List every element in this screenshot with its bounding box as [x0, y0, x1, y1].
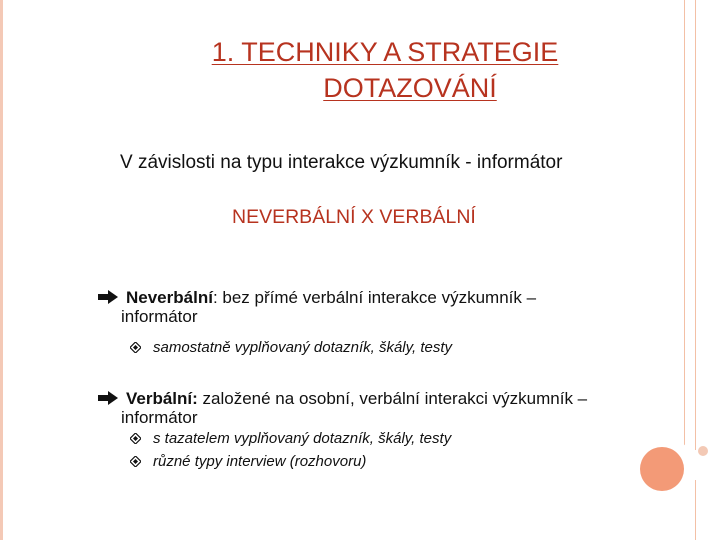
- bullet-term: Neverbální: [126, 288, 213, 307]
- frame-line-decoration: [695, 0, 696, 450]
- sub-bullet-text: samostatně vyplňovaný dotazník, škály, testy: [153, 339, 453, 356]
- contrast-heading: NEVERBÁLNÍ X VERBÁLNÍ: [232, 206, 476, 228]
- title-line-2: DOTAZOVÁNÍ: [323, 73, 497, 103]
- bullet-text: založené na osobní, verbální interakci výzkumník –: [197, 389, 588, 408]
- bullet-text-continued: informátor: [121, 307, 198, 326]
- sub-bullet-item: [130, 453, 366, 470]
- bullet-term: Verbální:: [126, 389, 198, 408]
- sub-bullet-text: různé typy interview (rozhovoru): [153, 453, 367, 470]
- arrow-right-icon: [98, 391, 118, 405]
- circle-decoration: [640, 447, 684, 491]
- slide-title: [150, 34, 620, 106]
- bullet-text: : bez přímé verbální interakce výzkumník –: [212, 288, 537, 307]
- bullet-item-nonverbal: [96, 288, 536, 326]
- frame-line-decoration: [684, 0, 685, 450]
- left-edge-decoration: [0, 0, 3, 540]
- diamond-icon: [130, 342, 141, 353]
- arrow-right-icon: [98, 290, 118, 304]
- diamond-icon: [130, 456, 141, 467]
- title-line-1: 1. TECHNIKY A STRATEGIE: [211, 37, 559, 67]
- diamond-icon: [130, 433, 141, 444]
- sub-bullet-text: s tazatelem vyplňovaný dotazník, škály, testy: [153, 430, 452, 447]
- sub-bullet-item: [130, 430, 451, 447]
- frame-line-decoration: [695, 480, 696, 540]
- sub-bullet-item: [130, 339, 452, 356]
- small-dot-decoration: [698, 446, 708, 456]
- bullet-text-continued: informátor: [121, 408, 198, 427]
- bullet-item-verbal: [96, 389, 587, 427]
- intro-text: V závislosti na typu interakce výzkumník - informátor: [120, 152, 563, 173]
